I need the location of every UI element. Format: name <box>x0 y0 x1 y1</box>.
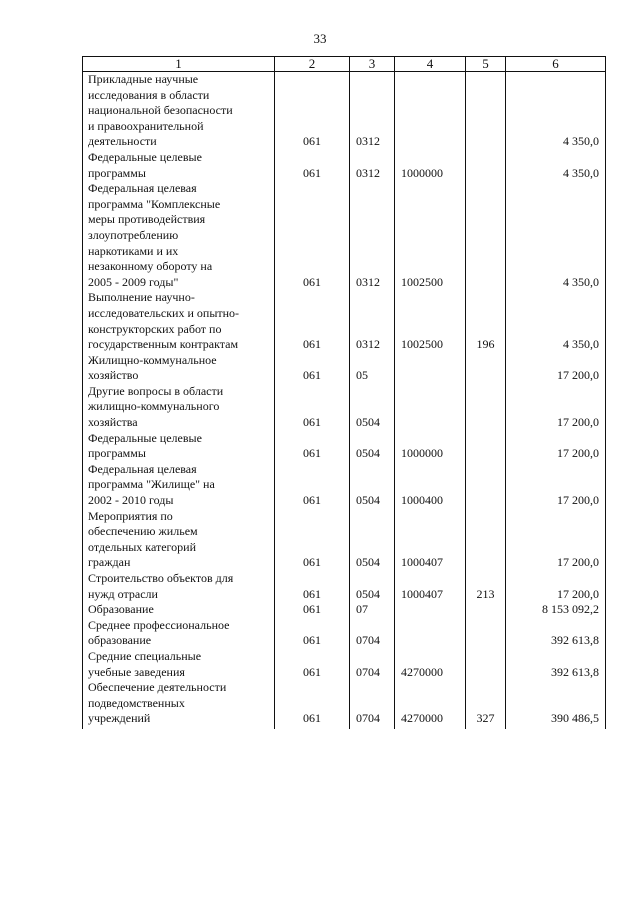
row-name: Среднее профессиональное образование <box>83 618 275 649</box>
page-number: 33 <box>313 31 327 46</box>
row-amount: 4 350,0 <box>506 290 606 352</box>
table-row <box>83 72 606 150</box>
row-amount: 17 200,0 <box>506 571 606 602</box>
row-name: Обеспечение деятельности подведомственных учреждений <box>83 680 275 729</box>
table-row <box>83 602 606 618</box>
row-article-code: 1002500 <box>395 290 466 352</box>
table-row <box>83 571 606 602</box>
row-name: Федеральная целевая программа "Комплексные меры противодействия злоупотреблению наркотиками и их незаконному обороту на 2005 - 2009 годы" <box>83 181 275 290</box>
budget-table <box>82 56 606 729</box>
row-section-code: 0504 <box>350 509 395 571</box>
row-chapter-code: 061 <box>275 290 350 352</box>
row-amount: 392 613,8 <box>506 618 606 649</box>
row-name: Выполнение научно- исследовательских и опытно- конструкторских работ по государственным контрактам <box>83 290 275 352</box>
row-expense-type <box>466 509 506 571</box>
row-article-code: 1000407 <box>395 571 466 602</box>
row-article-code <box>395 353 466 384</box>
row-expense-type <box>466 602 506 618</box>
column-header-1: 1 <box>83 57 275 72</box>
row-article-code <box>395 602 466 618</box>
column-header-2: 2 <box>275 57 350 72</box>
row-section-code: 0312 <box>350 72 395 150</box>
row-section-code: 0312 <box>350 290 395 352</box>
row-expense-type <box>466 431 506 462</box>
row-article-code: 1000000 <box>395 150 466 181</box>
row-section-code: 0504 <box>350 462 395 509</box>
row-name: Федеральные целевые программы <box>83 431 275 462</box>
row-expense-type <box>466 649 506 680</box>
row-name: Федеральные целевые программы <box>83 150 275 181</box>
row-article-code <box>395 618 466 649</box>
column-header-5: 5 <box>466 57 506 72</box>
row-amount: 8 153 092,2 <box>506 602 606 618</box>
row-article-code: 4270000 <box>395 680 466 729</box>
row-name: Прикладные научные исследования в области национальной безопасности и правоохранительной деятельности <box>83 72 275 150</box>
row-name: Другие вопросы в области жилищно-коммунального хозяйства <box>83 384 275 431</box>
row-amount: 17 200,0 <box>506 384 606 431</box>
row-section-code: 07 <box>350 602 395 618</box>
table-row <box>83 150 606 181</box>
row-chapter-code: 061 <box>275 649 350 680</box>
row-amount: 4 350,0 <box>506 72 606 150</box>
row-chapter-code: 061 <box>275 571 350 602</box>
row-section-code: 0704 <box>350 680 395 729</box>
row-expense-type <box>466 181 506 290</box>
row-section-code: 0704 <box>350 649 395 680</box>
table-row <box>83 462 606 509</box>
row-section-code: 0504 <box>350 571 395 602</box>
row-chapter-code: 061 <box>275 384 350 431</box>
row-section-code: 05 <box>350 353 395 384</box>
row-expense-type <box>466 150 506 181</box>
row-chapter-code: 061 <box>275 431 350 462</box>
row-amount: 390 486,5 <box>506 680 606 729</box>
table-row <box>83 181 606 290</box>
column-header-4: 4 <box>395 57 466 72</box>
table-row <box>83 680 606 729</box>
row-article-code <box>395 384 466 431</box>
row-amount: 17 200,0 <box>506 509 606 571</box>
row-article-code: 1000400 <box>395 462 466 509</box>
row-expense-type <box>466 618 506 649</box>
row-expense-type <box>466 384 506 431</box>
row-amount: 392 613,8 <box>506 649 606 680</box>
table-row <box>83 618 606 649</box>
row-expense-type <box>466 462 506 509</box>
row-amount: 17 200,0 <box>506 353 606 384</box>
row-expense-type <box>466 72 506 150</box>
row-name: Мероприятия по обеспечению жильем отдельных категорий граждан <box>83 509 275 571</box>
row-amount: 4 350,0 <box>506 181 606 290</box>
table-row <box>83 509 606 571</box>
table-row <box>83 290 606 352</box>
column-header-6: 6 <box>506 57 606 72</box>
row-chapter-code: 061 <box>275 509 350 571</box>
row-amount: 17 200,0 <box>506 462 606 509</box>
row-amount: 17 200,0 <box>506 431 606 462</box>
row-expense-type: 196 <box>466 290 506 352</box>
row-article-code: 1002500 <box>395 181 466 290</box>
row-chapter-code: 061 <box>275 181 350 290</box>
row-chapter-code: 061 <box>275 72 350 150</box>
column-header-3: 3 <box>350 57 395 72</box>
row-expense-type <box>466 353 506 384</box>
row-name: Федеральная целевая программа "Жилище" на 2002 - 2010 годы <box>83 462 275 509</box>
row-article-code: 4270000 <box>395 649 466 680</box>
table-row <box>83 384 606 431</box>
row-section-code: 0504 <box>350 431 395 462</box>
table-row <box>83 649 606 680</box>
row-article-code <box>395 72 466 150</box>
row-section-code: 0312 <box>350 181 395 290</box>
row-chapter-code: 061 <box>275 462 350 509</box>
row-expense-type: 327 <box>466 680 506 729</box>
row-section-code: 0312 <box>350 150 395 181</box>
table-row <box>83 431 606 462</box>
row-expense-type: 213 <box>466 571 506 602</box>
row-name: Строительство объектов для нужд отрасли <box>83 571 275 602</box>
row-article-code: 1000407 <box>395 509 466 571</box>
table-row <box>83 353 606 384</box>
row-chapter-code: 061 <box>275 618 350 649</box>
row-section-code: 0504 <box>350 384 395 431</box>
row-name: Образование <box>83 602 275 618</box>
row-chapter-code: 061 <box>275 150 350 181</box>
row-name: Средние специальные учебные заведения <box>83 649 275 680</box>
row-section-code: 0704 <box>350 618 395 649</box>
row-chapter-code: 061 <box>275 353 350 384</box>
row-article-code: 1000000 <box>395 431 466 462</box>
row-name: Жилищно-коммунальное хозяйство <box>83 353 275 384</box>
table-body <box>83 72 606 729</box>
table-header-row <box>83 57 606 72</box>
row-amount: 4 350,0 <box>506 150 606 181</box>
row-chapter-code: 061 <box>275 602 350 618</box>
row-chapter-code: 061 <box>275 680 350 729</box>
